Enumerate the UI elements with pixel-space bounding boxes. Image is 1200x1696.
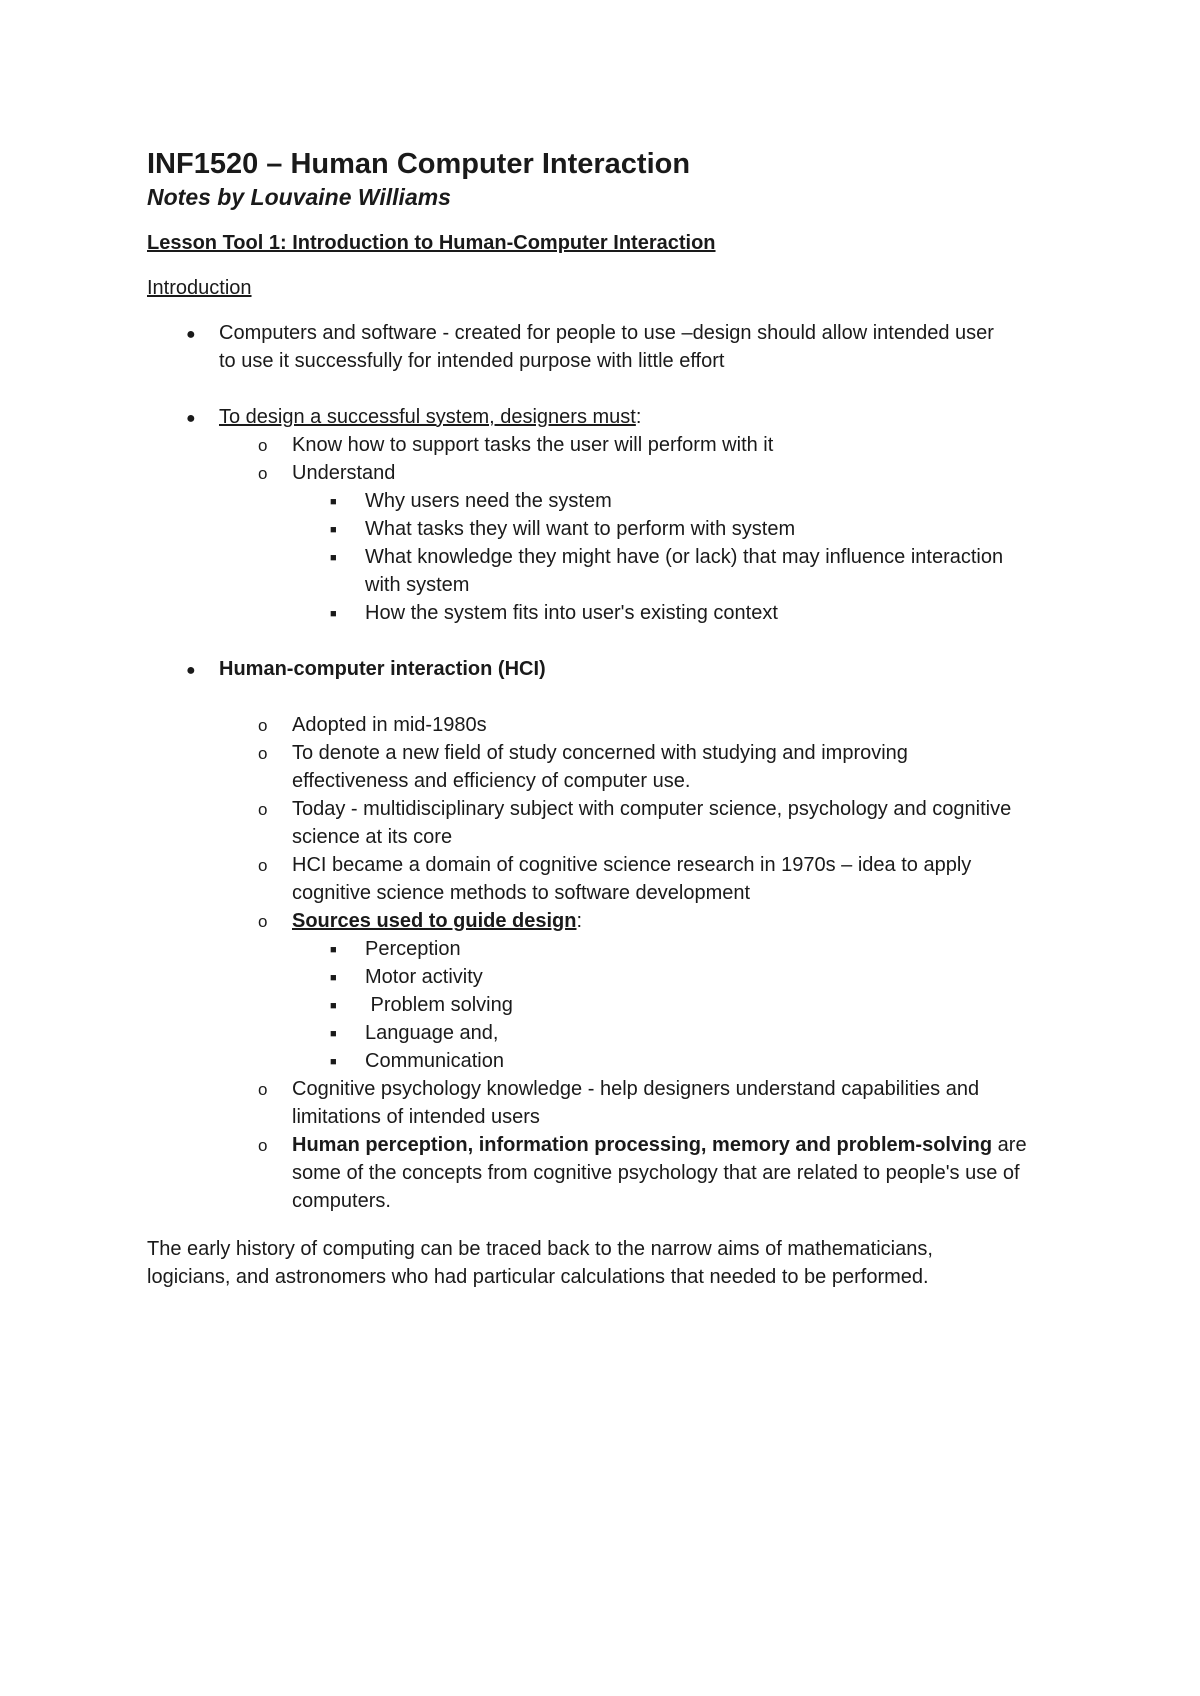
square-bullet-marker: ■ [330,552,337,564]
hci-item-2-line2: effectiveness and efficiency of computer use. [292,770,691,792]
bullet2-heading [219,404,641,432]
hci-item-7-line3: computers. [292,1190,391,1212]
bullet2-colon: : [635,406,642,428]
source-item-5: Communication [365,1050,504,1072]
understand-item-3-line1: What knowledge they might have (or lack) that may influence interaction [365,546,1004,568]
sub-bullet-marker: o [258,856,268,875]
sub-bullet-marker: o [258,1080,268,1099]
hci-item-1: Adopted in mid-1980s [292,714,487,736]
bullet2-sub2: Understand [292,462,396,484]
hci-item-3-line2: science at its core [292,826,453,848]
source-item-1: Perception [365,938,461,960]
sub-bullet-marker: o [258,464,268,483]
bullet1-line2: to use it successfully for intended purpose with little effort [219,350,725,372]
bullet-marker: ● [186,662,196,679]
square-bullet-marker: ■ [330,944,337,956]
hci-item-7-line2: some of the concepts from cognitive psychology that are related to people's use of [292,1162,1020,1184]
square-bullet-marker: ■ [330,1028,337,1040]
hci-item-3-line1: Today - multidisciplinary subject with computer science, psychology and cognitive [292,798,1012,820]
bullet2-label: To design a successful system, designers must [219,406,636,428]
section-heading: Introduction [147,277,252,299]
hci-item-7-bold: Human perception, information processing, memory and problem-solving [292,1134,993,1156]
source-item-4: Language and, [365,1022,499,1044]
sub-bullet-marker: o [258,716,268,735]
bullet3-heading: Human-computer interaction (HCI) [219,658,546,680]
closing-paragraph-line2: logicians, and astronomers who had particular calculations that needed to be performed. [147,1266,929,1288]
square-bullet-marker: ■ [330,524,337,536]
square-bullet-marker: ■ [330,608,337,620]
hci-item-7-rest: are [992,1134,1027,1156]
sources-heading [292,908,582,936]
sub-bullet-marker: o [258,800,268,819]
square-bullet-marker: ■ [330,972,337,984]
bullet-marker: ● [186,326,196,343]
hci-item-4-line2: cognitive science methods to software development [292,882,751,904]
understand-item-3-line2: with system [365,574,470,596]
square-bullet-marker: ■ [330,1056,337,1068]
document-subtitle: Notes by Louvaine Williams [147,184,451,210]
sources-label: Sources used to guide design [292,910,577,932]
sub-bullet-marker: o [258,436,268,455]
bullet2-sub1: Know how to support tasks the user will perform with it [292,434,774,456]
hci-item-6-line1: Cognitive psychology knowledge - help designers understand capabilities and [292,1078,980,1100]
closing-paragraph-line1: The early history of computing can be traced back to the narrow aims of mathematicians, [147,1238,933,1260]
document-title: INF1520 – Human Computer Interaction [147,148,691,180]
bullet1-line1: Computers and software - created for people to use –design should allow intended user [219,322,994,344]
lesson-heading: Lesson Tool 1: Introduction to Human-Computer Interaction [147,232,716,254]
source-item-2: Motor activity [365,966,483,988]
sub-bullet-marker: o [258,744,268,763]
sub-bullet-marker: o [258,912,268,931]
bullet-marker: ● [186,410,196,427]
square-bullet-marker: ■ [330,496,337,508]
source-item-3: Problem solving [365,994,513,1016]
hci-item-6-line2: limitations of intended users [292,1106,540,1128]
sub-bullet-marker: o [258,1136,268,1155]
understand-item-4: How the system fits into user's existing context [365,602,778,624]
hci-item-2-line1: To denote a new field of study concerned with studying and improving [292,742,908,764]
understand-item-1: Why users need the system [365,490,612,512]
square-bullet-marker: ■ [330,1000,337,1012]
sources-colon: : [576,910,583,932]
hci-item-4-line1: HCI became a domain of cognitive science research in 1970s – idea to apply [292,854,972,876]
hci-item-7-line1 [292,1132,1027,1160]
understand-item-2: What tasks they will want to perform with system [365,518,796,540]
